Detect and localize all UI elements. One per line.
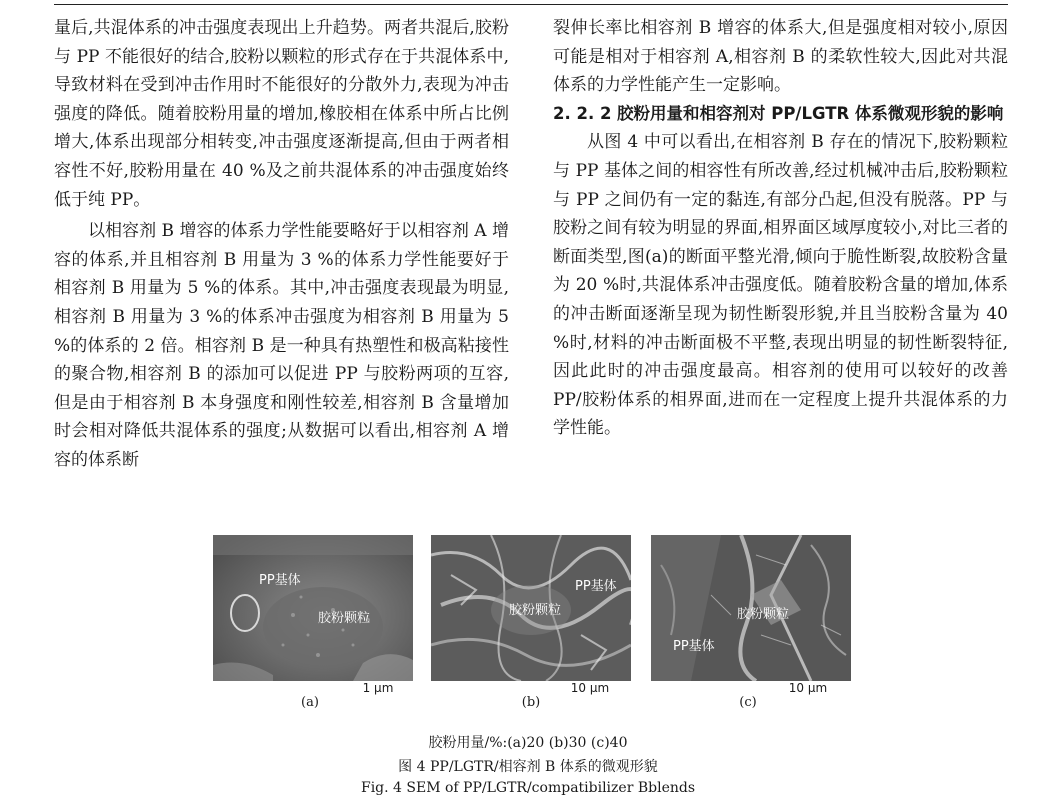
scale-bar <box>773 681 843 695</box>
sem-image <box>651 535 851 681</box>
paragraph: 从图 4 中可以看出,在相容剂 B 存在的情况下,胶粉颗粒与 PP 基体之间的相容性有所改善,经过机械冲击后,胶粉颗粒与 PP 之间仍有一定的黏连,有部分凸起,但没有脱落。PP 与胶粉之间有较为明显的界面,相界面区域厚度较小,对比三者的断面类型,图(a)的断面平整光滑,倾向于脆性断裂,故胶粉含量为 20 %时,共混体系冲击强度低。随着胶粉含量的增加,体系的冲击断面逐渐呈现为韧性断裂形貌,并且当胶粉含量为 40 %时,材料的冲击断面极不平整,表现出明显的韧性断裂特征,因此此时的冲击强度最高。相容剂的使用可以较好的改善 PP/胶粉体系的相界面,进而在一定程度上提升共混体系的力学性能。 <box>553 132 1008 439</box>
sem-panel-b <box>431 535 631 710</box>
paragraph: 量后,共混体系的冲击强度表现出上升趋势。两者共混后,胶粉与 PP 不能很好的结合,胶粉以颗粒的形式存在于共混体系中,导致材料在受到冲击作用时不能很好的分散外力,表现为冲击强度的降低。随着胶粉用量的增加,橡胶相在体系中所占比例增大,体系出现部分相转变,冲击强度逐渐提高,但由于两者相容性不好,胶粉用量在 40 %及之前共混体系的冲击强度始终低于纯 PP。 <box>54 18 509 210</box>
left-column <box>54 14 509 475</box>
scale-label: 10 μm <box>788 681 828 695</box>
subfigure-label: (a) <box>301 695 319 710</box>
sem-panel-c <box>651 535 851 710</box>
scale-label: 1 μm <box>362 681 394 695</box>
scale-label: 10 μm <box>570 681 610 695</box>
section-number: 2. 2. 2 <box>553 103 612 123</box>
sem-label-pp-matrix: PP基体 <box>259 573 301 588</box>
sem-image <box>431 535 631 681</box>
subfigure-label: (b) <box>521 695 541 710</box>
paragraph: 裂伸长率比相容剂 B 增容的体系大,但是强度相对较小,原因可能是相对于相容剂 A,相容剂 B 的柔软性较大,因此对共混体系的力学性能产生一定影响。 <box>553 18 1008 96</box>
figure-caption-en: Fig. 4 SEM of PP/LGTR/compatibilizer Bblends <box>360 780 696 796</box>
sem-label-pp-matrix: PP基体 <box>575 579 617 594</box>
scale-bar <box>343 681 413 695</box>
sem-label-rubber-particle: 胶粉颗粒 <box>509 603 562 618</box>
scale-bar <box>555 681 625 695</box>
sem-label-rubber-particle: 胶粉颗粒 <box>737 607 790 622</box>
sem-label-rubber-particle: 胶粉颗粒 <box>318 611 371 626</box>
section-title: 胶粉用量和相容剂对 PP/LGTR 体系微观形貌的影响 <box>617 103 1004 123</box>
figure-caption-cn: 图 4 PP/LGTR/相容剂 B 体系的微观形貌 <box>398 759 658 775</box>
right-column <box>553 14 1008 443</box>
subfigure-label: (c) <box>739 695 757 710</box>
section-heading <box>553 100 1008 129</box>
sem-image <box>213 535 413 681</box>
sem-panel-a <box>213 535 413 710</box>
sem-label-pp-matrix: PP基体 <box>673 639 715 654</box>
figure-dosage-note: 胶粉用量/%:(a)20 (b)30 (c)40 <box>428 735 628 751</box>
figure-4 <box>0 535 1056 713</box>
paragraph: 以相容剂 B 增容的体系力学性能要略好于以相容剂 A 增容的体系,并且相容剂 B 用量为 3 %的体系力学性能要好于相容剂 B 用量为 5 %的体系。其中,冲击强度表现最为明显,相容剂 B 用量为 3 %的体系冲击强度为相容剂 B 用量为 5 %的体系的 2 倍。相容剂 B 是一种具有热塑性和极高粘接性的聚合物,相容剂 B 的添加可以促进 PP 与胶粉两项的互容,但是由于相容剂 B 本身强度和刚性较差,相容剂 B 含量增加时会相对降低共混体系的强度;从数据可以看出,相容剂 A 增容的体系断 <box>54 221 509 470</box>
top-rule <box>54 4 1008 5</box>
